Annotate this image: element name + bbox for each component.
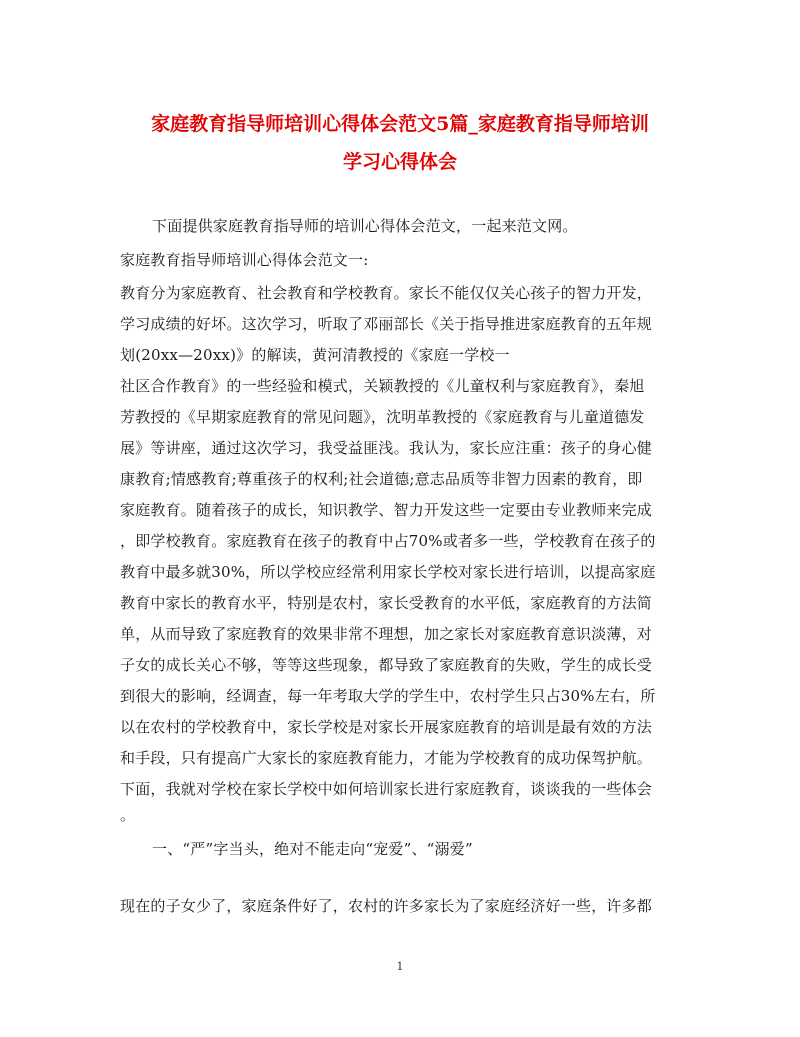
document-title-line-2: 学习心得体会 [342, 151, 457, 173]
paragraph-line: 康教育;情感教育;尊重孩子的权利;社会道德;意志品质等非智力因素的教育，即 [120, 470, 643, 488]
paragraph-line: 到很大的影响，经调查，每一年考取大学的学生中，农村学生只占30%左右，所 [120, 687, 656, 705]
paragraph-line: 教育中家长的教育水平，特别是农村，家长受教育的水平低，家庭教育的方法简 [120, 594, 653, 612]
paragraph-line: 芳教授的《早期家庭教育的常见问题》，沈明革教授的《家庭教育与儿童道德发 [120, 408, 645, 426]
page-number: 1 [396, 960, 404, 973]
paragraph-line: 教育中最多就30%，所以学校应经常利用家长学校对家长进行培训，以提高家庭 [120, 563, 656, 581]
paragraph-line: 学习成绩的好坏。这次学习，听取了邓丽部长《关于指导推进家庭教育的五年规 [120, 315, 653, 333]
paragraph-line: 子女的成长关心不够，等等这些现象，都导致了家庭教育的失败，学生的成长受 [120, 656, 653, 674]
paragraph-line: 家庭教育。随着孩子的成长，知识教学、智力开发这些一定要由专业教师来完成 [120, 501, 653, 519]
paragraph-line: 单，从而导致了家庭教育的效果非常不理想，加之家长对家庭教育意识淡薄，对 [120, 625, 653, 643]
intro-paragraph: 下面提供家庭教育指导师的培训心得体会范文，一起来范文网。 [152, 217, 578, 235]
document-title-line-1: 家庭教育指导师培训心得体会范文5篇_家庭教育指导师培训 [151, 113, 649, 135]
paragraph-line: 社区合作教育》的一些经验和模式，关颖教授的《儿童权利与家庭教育》，秦旭 [120, 377, 645, 395]
paragraph-line: 教育分为家庭教育、社会教育和学校教育。家长不能仅仅关心孩子的智力开发， [120, 284, 653, 302]
paragraph-line: ，即学校教育。家庭教育在孩子的教育中占70%或者多一些，学校教育在孩子的 [120, 532, 656, 550]
paragraph-line: 现在的子女少了，家庭条件好了，农村的许多家长为了家庭经济好一些，许多都 [120, 897, 653, 915]
section-heading: 家庭教育指导师培训心得体会范文一: [120, 251, 369, 269]
paragraph-line: 和手段，只有提高广大家长的家庭教育能力，才能为学校教育的成功保驾护航。 [120, 749, 653, 767]
paragraph-line: 展》等讲座，通过这次学习，我受益匪浅。我认为，家长应注重：孩子的身心健 [120, 439, 653, 457]
paragraph-line: 。 [120, 806, 136, 824]
paragraph-line: 划(20xx—20xx)》的解读，黄河清教授的《家庭一学校一 [120, 346, 510, 364]
paragraph-line: 下面，我就对学校在家长学校中如何培训家长进行家庭教育，谈谈我的一些体会 [120, 780, 653, 798]
subheading: 一、“严”字当头，绝对不能走向“宠爱”、“溺爱” [152, 840, 473, 858]
paragraph-line: 以在农村的学校教育中，家长学校是对家长开展家庭教育的培训是最有效的方法 [120, 718, 653, 736]
